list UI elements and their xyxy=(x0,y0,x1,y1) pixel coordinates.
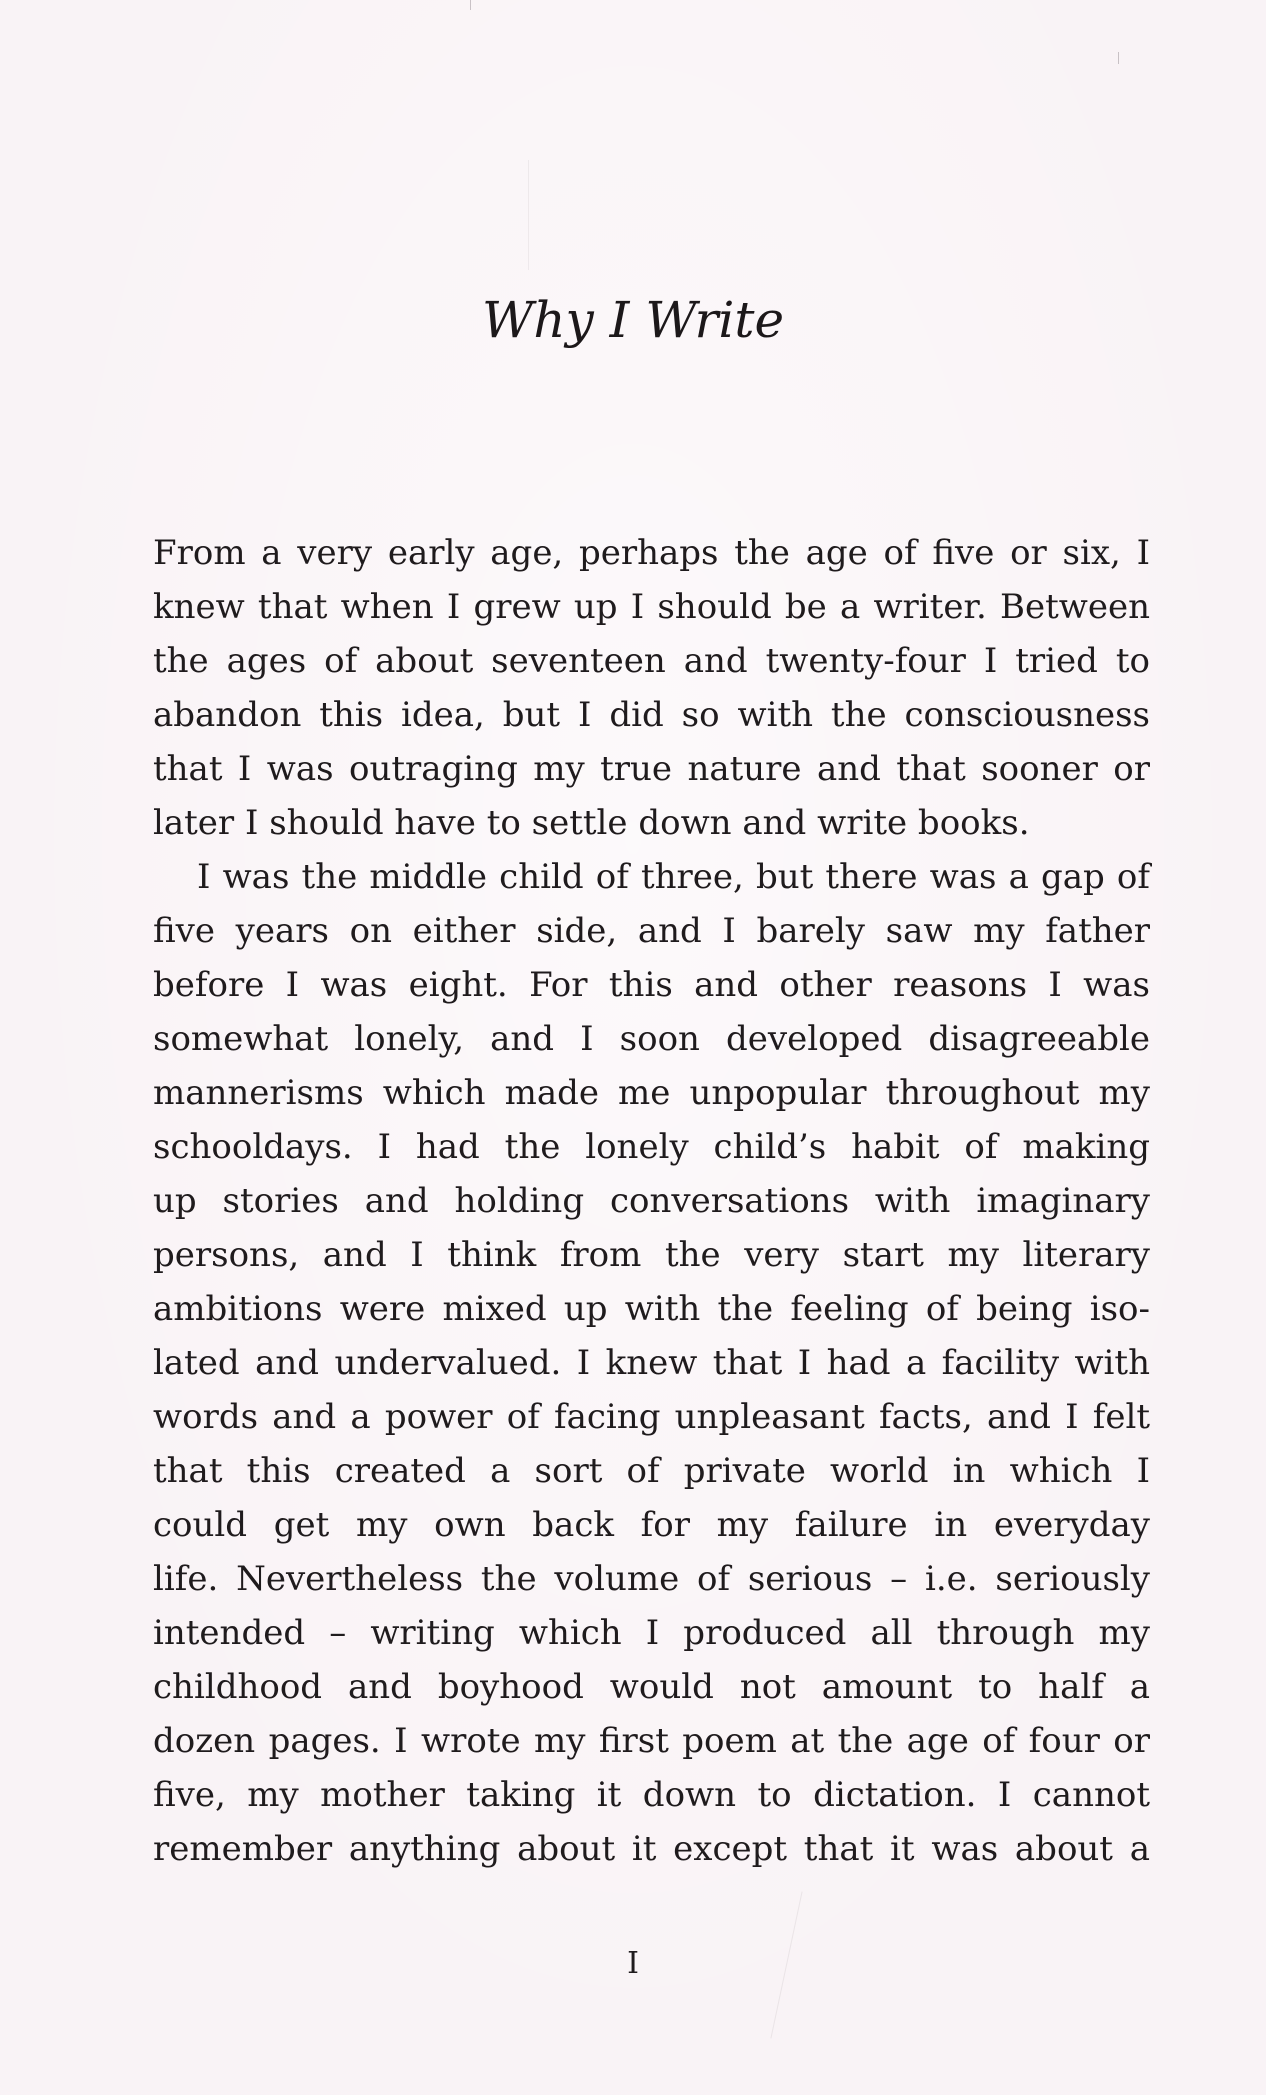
page-number: I xyxy=(627,1946,639,1981)
text-line: words and a power of facing unpleasant facts, and I felt xyxy=(153,1397,1150,1437)
scan-mark xyxy=(1118,52,1119,64)
text-line: life. Nevertheless the volume of serious – i.e. seriously xyxy=(153,1559,1150,1599)
chapter-title: Why I Write xyxy=(481,291,785,349)
text-line: lated and undervalued. I knew that I had a facility with xyxy=(153,1343,1150,1383)
text-line: childhood and boyhood would not amount to half a xyxy=(153,1667,1150,1707)
text-line: schooldays. I had the lonely child’s habit of making xyxy=(153,1127,1150,1167)
text-line: could get my own back for my failure in everyday xyxy=(153,1505,1150,1545)
text-line: mannerisms which made me unpopular throughout my xyxy=(153,1073,1150,1113)
text-line: From a very early age, perhaps the age of five or six, I xyxy=(153,533,1150,573)
paragraph-2 xyxy=(153,850,1150,1876)
text-line: that this created a sort of private world in which I xyxy=(153,1451,1150,1491)
text-line: before I was eight. For this and other reasons I was xyxy=(153,965,1150,1005)
text-line: abandon this idea, but I did so with the consciousness xyxy=(153,695,1150,735)
paragraph-1 xyxy=(153,526,1150,850)
text-line: persons, and I think from the very start my literary xyxy=(153,1235,1150,1275)
text-line: ambitions were mixed up with the feeling of being iso- xyxy=(153,1289,1150,1329)
text-line: intended – writing which I produced all through my xyxy=(153,1613,1150,1653)
text-line: five years on either side, and I barely saw my father xyxy=(153,911,1150,951)
text-line: dozen pages. I wrote my first poem at the age of four or xyxy=(153,1721,1150,1761)
text-line: somewhat lonely, and I soon developed disagreeable xyxy=(153,1019,1150,1059)
text-line: up stories and holding conversations with imaginary xyxy=(153,1181,1150,1221)
scan-mark xyxy=(528,160,529,270)
text-line: I was the middle child of three, but there was a gap of xyxy=(197,857,1150,897)
body-text xyxy=(153,526,1150,1876)
text-line: that I was outraging my true nature and that sooner or xyxy=(153,749,1150,789)
text-line: remember anything about it except that it was about a xyxy=(153,1829,1150,1869)
text-line: knew that when I grew up I should be a writer. Between xyxy=(153,587,1150,627)
scan-mark xyxy=(470,0,471,10)
text-line: five, my mother taking it down to dictation. I cannot xyxy=(153,1775,1150,1815)
text-line: later I should have to settle down and write books. xyxy=(153,803,1030,843)
text-line: the ages of about seventeen and twenty-four I tried to xyxy=(153,641,1150,681)
